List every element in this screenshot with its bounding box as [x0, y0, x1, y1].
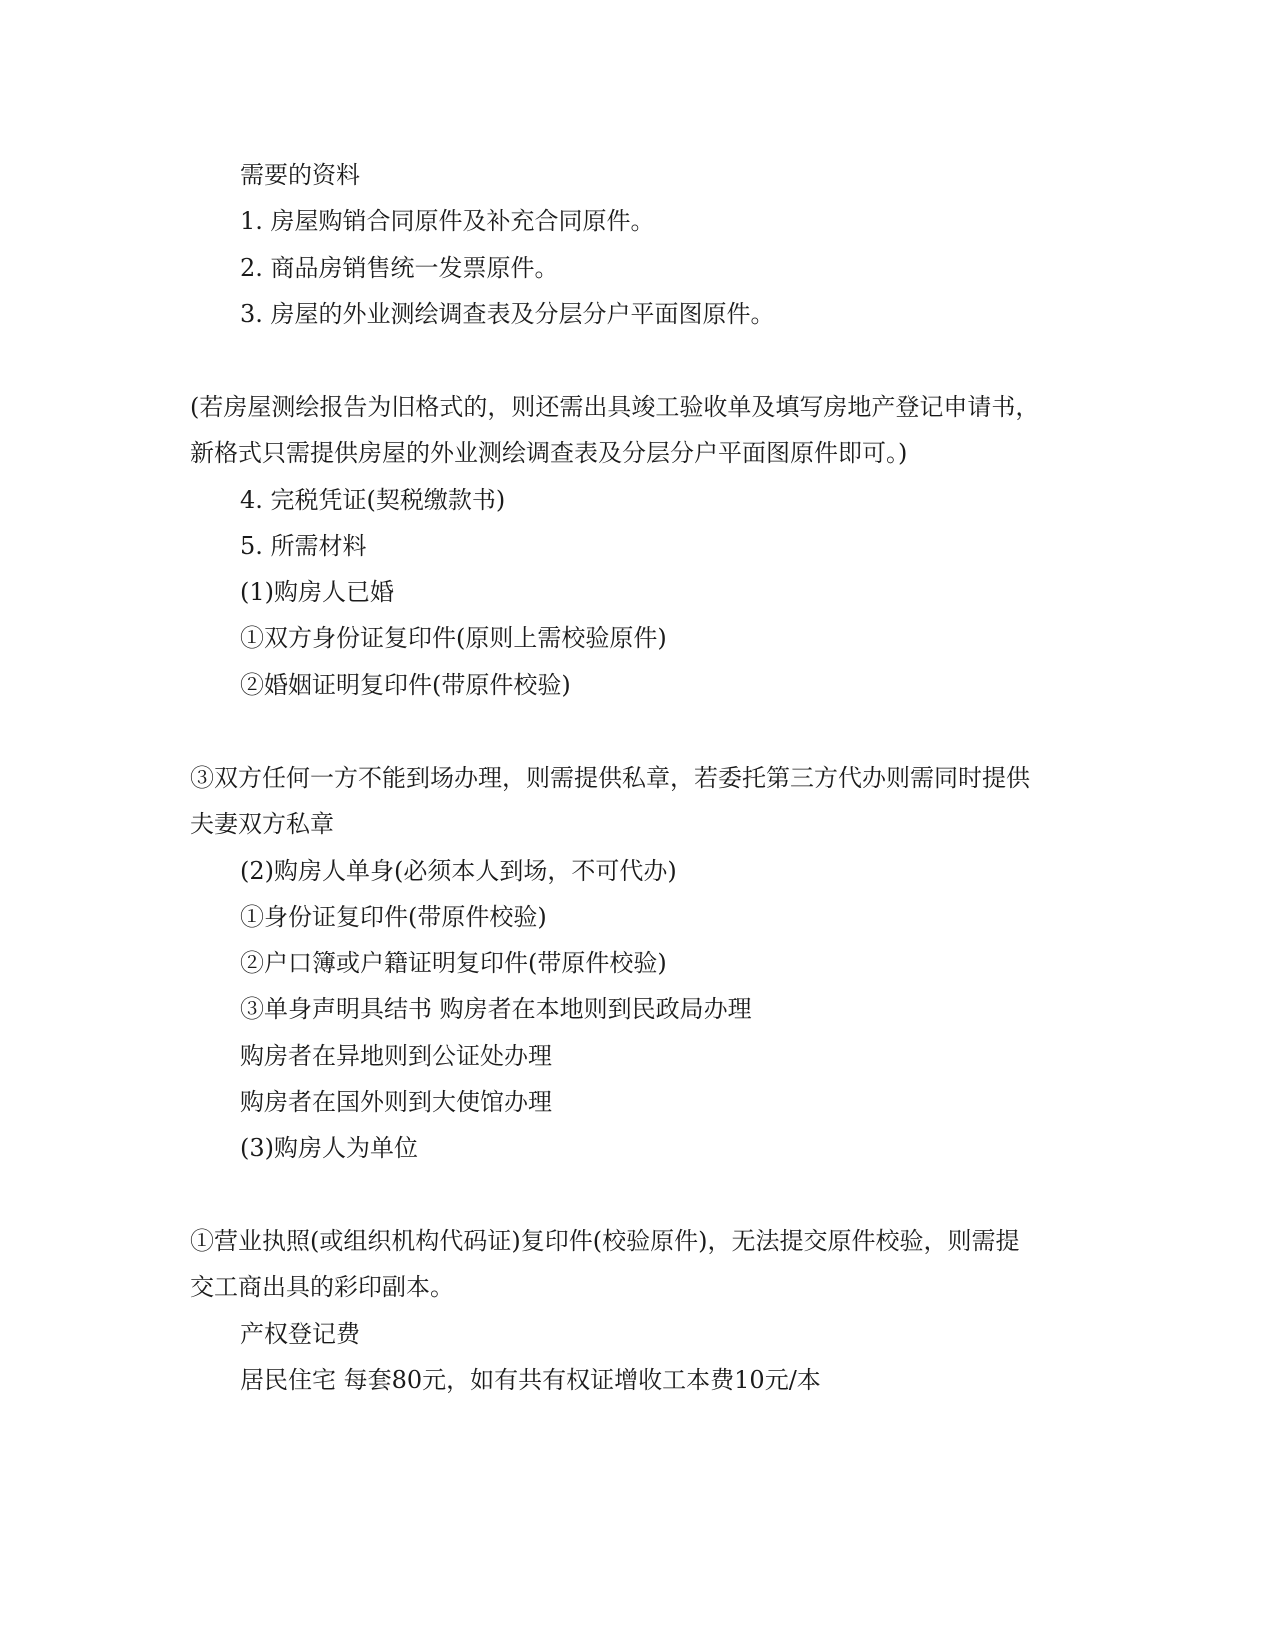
married-sub-3-line-1: ③双方任何一方不能到场办理，则需提供私章，若委托第三方代办则需同时提供 — [190, 764, 1030, 792]
single-sub-2: ②户口簿或户籍证明复印件(带原件校验) — [240, 949, 667, 977]
list-item-5: 5. 所需材料 — [240, 532, 367, 560]
married-sub-2: ②婚姻证明复印件(带原件校验) — [240, 671, 571, 699]
married-sub-3-line-2: 夫妻双方私章 — [190, 810, 334, 838]
list-item-2: 2. 商品房销售统一发票原件。 — [240, 254, 559, 282]
single-sub-1: ①身份证复印件(带原件校验) — [240, 903, 547, 931]
list-item-1: 1. 房屋购销合同原件及补充合同原件。 — [240, 207, 655, 235]
single-sub-3-c: 购房者在国外则到大使馆办理 — [240, 1088, 552, 1116]
single-sub-3: ③单身声明具结书 购房者在本地则到民政局办理 — [240, 995, 752, 1023]
single-sub-3-b: 购房者在异地则到公证处办理 — [240, 1042, 552, 1070]
list-item-4: 4. 完税凭证(契税缴款书) — [240, 486, 506, 514]
note-line-2: 新格式只需提供房屋的外业测绘调查表及分层分户平面图原件即可。) — [190, 439, 908, 467]
company-sub-1-line-2: 交工商出具的彩印副本。 — [190, 1273, 454, 1301]
company-title: (3)购房人为单位 — [240, 1134, 418, 1162]
married-sub-1: ①双方身份证复印件(原则上需校验原件) — [240, 624, 667, 652]
fees-residential: 居民住宅 每套80元，如有共有权证增收工本费10元/本 — [240, 1366, 821, 1394]
married-title: (1)购房人已婚 — [240, 578, 394, 606]
section-heading: 需要的资料 — [240, 161, 360, 189]
note-line-1: (若房屋测绘报告为旧格式的，则还需出具竣工验收单及填写房地产登记申请书， — [190, 393, 1040, 421]
company-sub-1-line-1: ①营业执照(或组织机构代码证)复印件(校验原件)，无法提交原件校验，则需提 — [190, 1227, 1020, 1255]
fees-title: 产权登记费 — [240, 1320, 360, 1348]
single-title: (2)购房人单身(必须本人到场，不可代办) — [240, 857, 677, 885]
list-item-3: 3. 房屋的外业测绘调查表及分层分户平面图原件。 — [240, 300, 775, 328]
